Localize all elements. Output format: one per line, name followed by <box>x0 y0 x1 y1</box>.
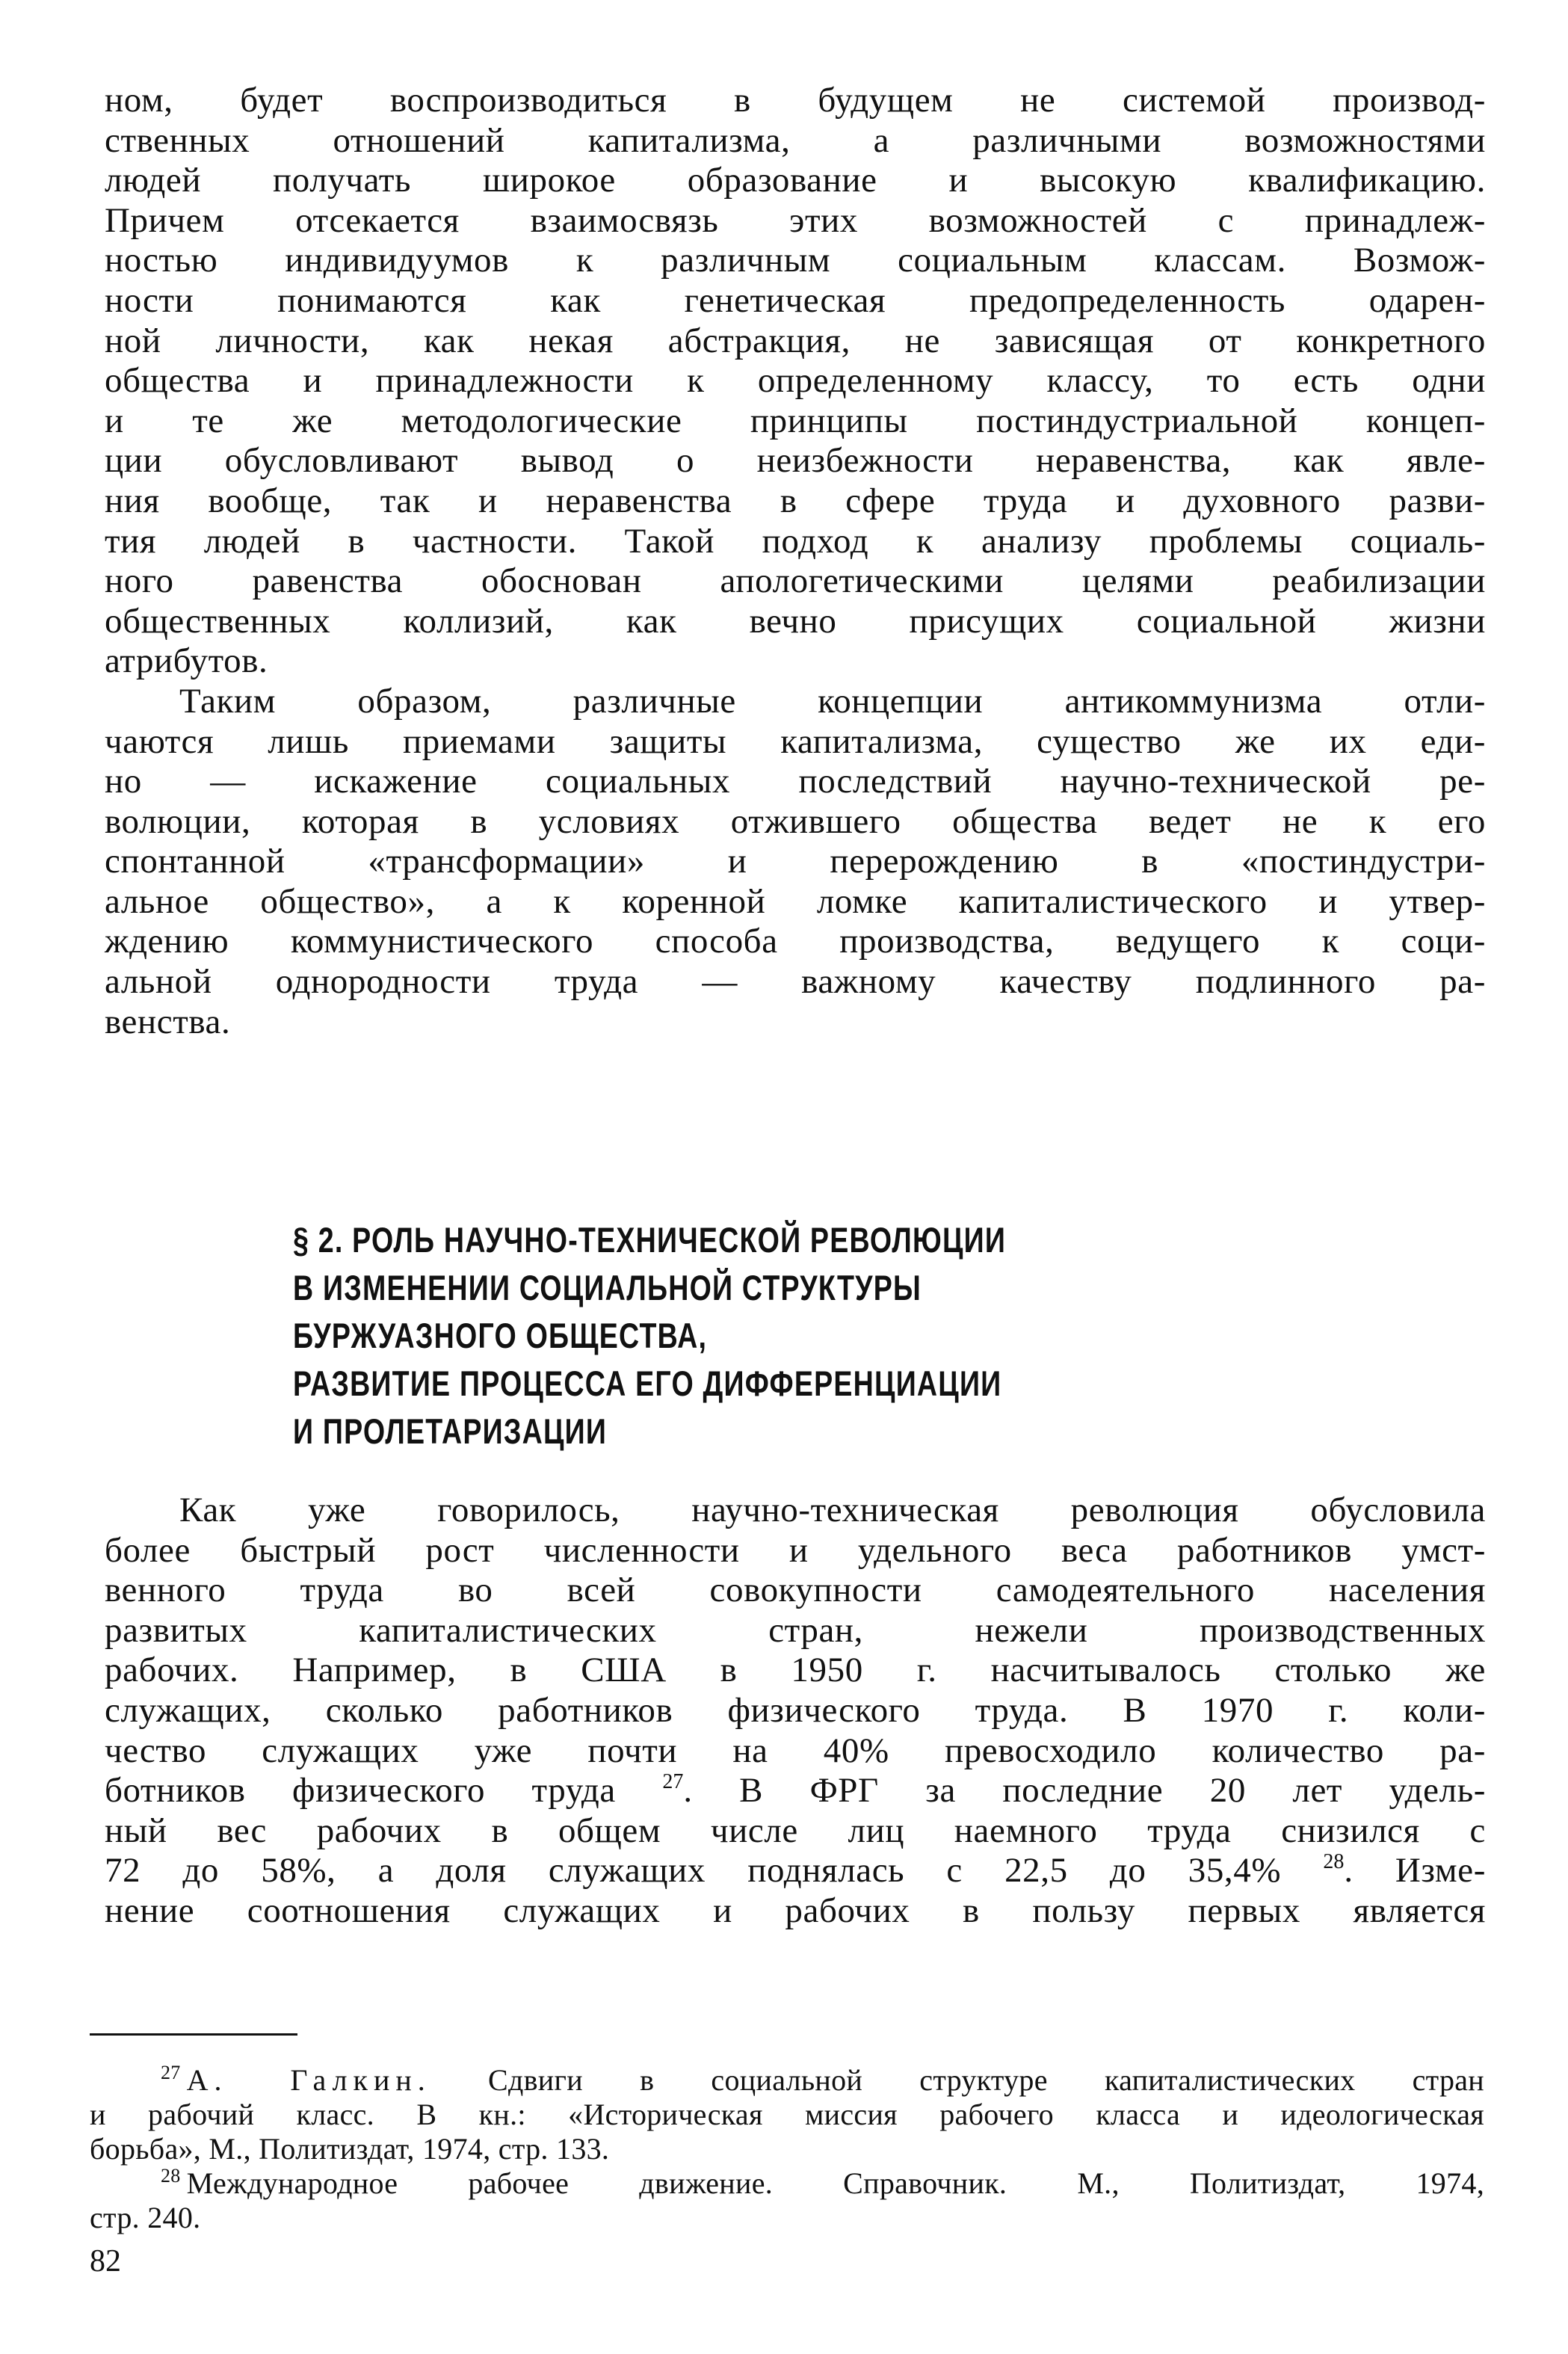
text-line: спонтанной «трансформации» и перерождению в «постиндустри- <box>105 842 1486 881</box>
paragraph-2 <box>105 682 1486 1042</box>
text-line: тия людей в частности. Такой подход к анализу проблемы социаль- <box>105 521 1486 561</box>
text-line: чаются лишь приемами защиты капитализма, существо же их еди- <box>105 721 1486 761</box>
text-line: ции обусловливают вывод о неизбежности неравенства, как явле- <box>105 441 1486 481</box>
text-line <box>105 1771 1486 1811</box>
footnote-ref-27[interactable]: 27 <box>662 1770 684 1794</box>
text-line: Как уже говорилось, научно-техническая революция обусловила <box>179 1491 1486 1529</box>
text-line: ждению коммунистического способа производства, ведущего к соци- <box>105 922 1486 961</box>
text-line: альное общество», а к коренной ломке капиталистического и утвер- <box>105 881 1486 921</box>
text-line: развитых капиталистических стран, нежели производственных <box>105 1610 1486 1650</box>
footnote-27 <box>90 2063 1484 2166</box>
page-body <box>105 81 1486 1042</box>
text-line: венства. <box>105 1002 231 1041</box>
text-line: ного равенства обоснован апологетическими целями реабилизации <box>105 561 1486 601</box>
footnote-28 <box>90 2166 1484 2235</box>
text-line <box>90 2063 1484 2098</box>
text-line: волюции, которая в условиях отжившего общества ведет не к его <box>105 801 1486 841</box>
text-fragment: . В ФРГ за последние 20 лет удель- <box>683 1771 1486 1811</box>
text-line: борьба», М., Политиздат, 1974, стр. 133. <box>90 2132 610 2166</box>
text-line: атрибутов. <box>105 641 268 681</box>
text-line: рабочих. Например, в США в 1950 г. насчитывалось столько же <box>105 1651 1486 1690</box>
text-line: людей получать широкое образование и высокую квалификацию. <box>105 161 1486 200</box>
text-line: ния вообще, так и неравенства в сфере труда и духовного разви- <box>105 481 1486 520</box>
text-line: и те же методологические принципы постиндустриальной концеп- <box>105 401 1486 440</box>
text-line <box>105 1851 1486 1891</box>
heading-line: § 2. РОЛЬ НАУЧНО-ТЕХНИЧЕСКОЙ РЕВОЛЮЦИИ <box>293 1220 1007 1260</box>
footnote-marker: 28 <box>161 2165 181 2187</box>
footnote-divider <box>90 2033 297 2036</box>
text-line: но — искажение социальных последствий научно-технической ре- <box>105 762 1486 801</box>
footnotes <box>90 2063 1484 2235</box>
paragraph-3 <box>105 1491 1486 1932</box>
text-line: ной личности, как некая абстракция, не зависящая от конкретного <box>105 321 1486 360</box>
text-line: Причем отсекается взаимосвязь этих возможностей с принадлеж- <box>105 200 1486 240</box>
text-fragment: ботников физического труда <box>105 1771 616 1811</box>
text-line: альной однородности труда — важному качеству подлинного ра- <box>105 962 1486 1002</box>
text-line: стр. 240. <box>90 2201 201 2234</box>
text-line: общественных коллизий, как вечно присущих социальной жизни <box>105 601 1486 641</box>
text-line: ностью индивидуумов к различным социальным классам. Возмож- <box>105 241 1486 280</box>
text-fragment: 72 до 58%, а доля служащих поднялась с 22,5 до 35,4% <box>105 1851 1282 1891</box>
text-line: и рабочий класс. В кн.: «Историческая миссия рабочего класса и идеологическая <box>90 2098 1484 2131</box>
text-line: нение соотношения служащих и рабочих в пользу первых является <box>105 1891 1486 1930</box>
text-line: более быстрый рост численности и удельного веса работников умст- <box>105 1530 1486 1570</box>
heading-line: БУРЖУАЗНОГО ОБЩЕСТВА, <box>293 1316 708 1355</box>
section-heading <box>293 1216 1082 1455</box>
text-line: ственных отношений капитализма, а различными возможностями <box>105 120 1486 160</box>
text-line: ном, будет воспроизводиться в будущем не системой производ- <box>105 81 1486 120</box>
text-line: общества и принадлежности к определенному классу, то есть одни <box>105 361 1486 401</box>
text-line: Таким образом, различные концепции антикоммунизма отли- <box>179 681 1486 721</box>
text-line: ный вес рабочих в общем числе лиц наемного труда снизился с <box>105 1811 1486 1850</box>
text-fragment: Международное рабочее движение. Справочник. М., Политиздат, 1974, <box>186 2166 1484 2200</box>
heading-line: РАЗВИТИЕ ПРОЦЕССА ЕГО ДИФФЕРЕНЦИАЦИИ <box>293 1364 1002 1403</box>
page-number: 82 <box>90 2244 121 2278</box>
footnote-author: А. Галкин. <box>186 2063 431 2097</box>
text-line: ности понимаются как генетическая предопределенность одарен- <box>105 280 1486 320</box>
footnote-marker: 27 <box>161 2062 181 2083</box>
text-line: чество служащих уже почти на 40% превосходило количество ра- <box>105 1731 1486 1770</box>
text-fragment: Сдвиги в социальной структуре капиталистических стран <box>487 2063 1485 2097</box>
text-line: служащих, сколько работников физического труда. В 1970 г. коли- <box>105 1690 1486 1730</box>
text-line: венного труда во всей совокупности самодеятельного населения <box>105 1571 1486 1610</box>
heading-line: И ПРОЛЕТАРИЗАЦИИ <box>293 1411 608 1451</box>
footnote-ref-28[interactable]: 28 <box>1323 1850 1345 1874</box>
heading-line: В ИЗМЕНЕНИИ СОЦИАЛЬНОЙ СТРУКТУРЫ <box>293 1268 922 1307</box>
paragraph-1 <box>105 81 1486 682</box>
text-line <box>90 2166 1484 2201</box>
text-fragment: . Изме- <box>1344 1851 1486 1891</box>
